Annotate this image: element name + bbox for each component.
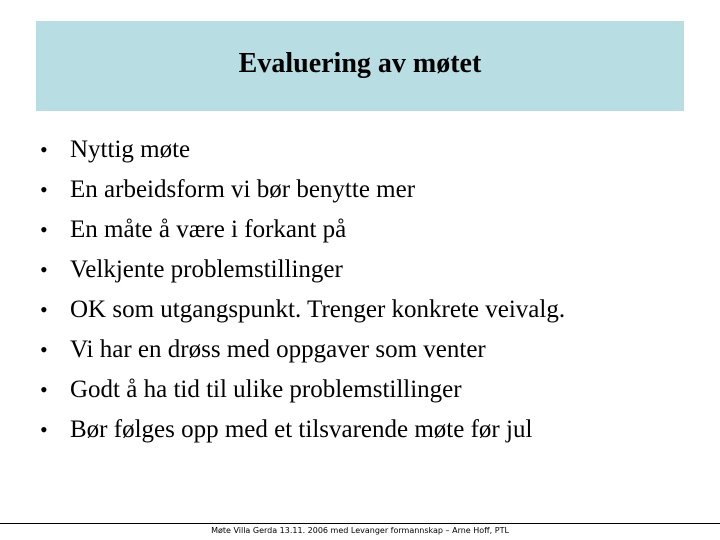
- bullet-text: Nyttig møte: [70, 136, 191, 163]
- title-banner: [36, 21, 684, 111]
- bullet-item: [40, 130, 700, 170]
- bullet-marker: •: [40, 257, 48, 282]
- bullet-text: Bør følges opp med et tilsvarende møte før jul: [70, 416, 533, 443]
- bullet-list: [40, 130, 700, 450]
- bullet-text: OK som utgangspunkt. Trenger konkrete veivalg.: [70, 296, 566, 323]
- slide-footer: Møte Villa Gerda 13.11. 2006 med Levanger formannskap – Arne Hoff, PTL: [211, 526, 509, 535]
- bullet-marker: •: [40, 417, 48, 442]
- bullet-marker: •: [40, 137, 48, 162]
- bullet-text: Velkjente problemstillinger: [70, 256, 343, 283]
- slide-title: Evaluering av møtet: [238, 48, 482, 79]
- bullet-item: [40, 370, 700, 410]
- bullet-marker: •: [40, 177, 48, 202]
- bullet-item: [40, 410, 700, 450]
- bullet-item: [40, 250, 700, 290]
- bullet-marker: •: [40, 337, 48, 362]
- bullet-item: [40, 330, 700, 370]
- bullet-marker: •: [40, 217, 48, 242]
- bullet-marker: •: [40, 297, 48, 322]
- bullet-text: Godt å ha tid til ulike problemstillinger: [70, 376, 462, 403]
- bullet-marker: •: [40, 377, 48, 402]
- bullet-item: [40, 290, 700, 330]
- footer-divider: [0, 523, 720, 524]
- bullet-item: [40, 170, 700, 210]
- bullet-item: [40, 210, 700, 250]
- bullet-text: En arbeidsform vi bør benytte mer: [70, 176, 416, 203]
- bullet-text: En måte å være i forkant på: [70, 216, 347, 243]
- bullet-text: Vi har en drøss med oppgaver som venter: [70, 336, 486, 363]
